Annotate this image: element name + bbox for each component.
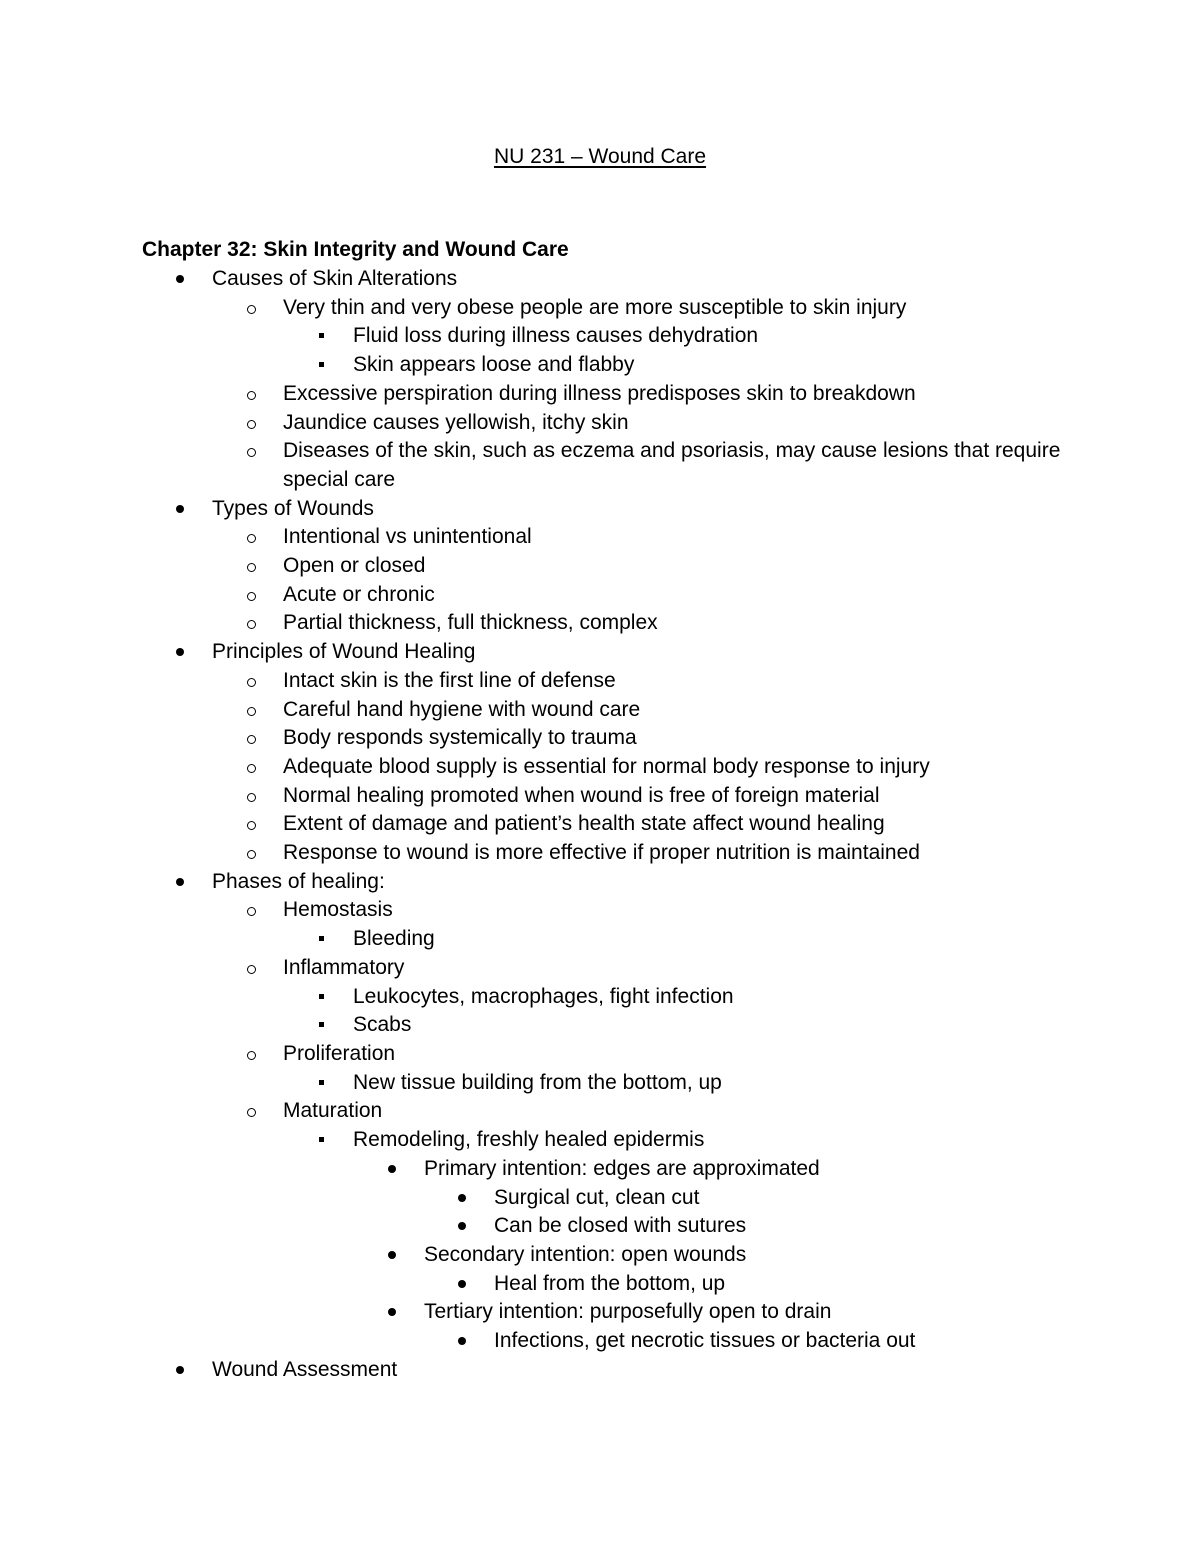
outline-item: [0, 380, 1200, 409]
outline-item-text: Response to wound is more effective if proper nutrition is maintained: [283, 841, 920, 865]
outline-item-text: Jaundice causes yellowish, itchy skin: [283, 410, 629, 434]
outline-item-text: Skin appears loose and flabby: [353, 353, 635, 377]
outline-item: [0, 925, 1200, 954]
outline-item-text: Hemostasis: [283, 898, 393, 922]
outline-item: [0, 322, 1200, 351]
outline-item: [0, 1356, 1200, 1385]
outline-item-text: Proliferation: [283, 1041, 396, 1065]
outline-item: [0, 1212, 1200, 1241]
outline-item: [0, 1097, 1200, 1126]
outline-item-text: Diseases of the skin, such as eczema and psoriasis, may cause lesions that require special care: [283, 439, 1061, 491]
outline-item: [0, 1040, 1200, 1069]
outline-item-text: Causes of Skin Alterations: [212, 267, 458, 290]
outline-item: [0, 868, 1200, 897]
document-title: NU 231 – Wound Care: [493, 145, 707, 168]
chapter-heading: Chapter 32: Skin Integrity and Wound Care: [142, 238, 569, 261]
outline-item: [0, 696, 1200, 725]
outline-item-text: Inflammatory: [283, 955, 405, 979]
outline-item: [0, 810, 1200, 839]
outline-item-text: Primary intention: edges are approximated: [424, 1156, 820, 1180]
outline-item: [0, 609, 1200, 638]
outline-item-text: Adequate blood supply is essential for normal body response to injury: [283, 754, 930, 778]
outline-item-text: Maturation: [283, 1099, 383, 1123]
outline-item: [0, 265, 1200, 294]
outline-list: [0, 265, 1200, 1384]
outline-item-text: Intact skin is the first line of defense: [283, 668, 616, 692]
outline-item: [0, 1184, 1200, 1213]
outline-item: [0, 523, 1200, 552]
outline-item: [0, 581, 1200, 610]
outline-item: [0, 1126, 1200, 1155]
outline-item-text: Intentional vs unintentional: [283, 525, 532, 549]
outline-item-text: New tissue building from the bottom, up: [353, 1070, 722, 1094]
outline-item-text: Principles of Wound Healing: [212, 640, 476, 664]
outline-item-text: Remodeling, freshly healed epidermis: [353, 1128, 705, 1152]
outline-item-text: Bleeding: [353, 927, 435, 951]
outline-item: [0, 1270, 1200, 1299]
outline-item-text: Careful hand hygiene with wound care: [283, 697, 641, 721]
outline-item: [0, 782, 1200, 811]
outline-item: [0, 954, 1200, 983]
outline-item-text: Secondary intention: open wounds: [424, 1242, 747, 1266]
outline-item: [0, 724, 1200, 753]
outline-item: [0, 638, 1200, 667]
outline-item-text: Wound Assessment: [212, 1357, 398, 1381]
outline-item-text: Tertiary intention: purposefully open to drain: [424, 1300, 832, 1324]
outline-item-text: Phases of healing:: [212, 869, 385, 893]
outline-item-text: Body responds systemically to trauma: [283, 726, 637, 750]
outline-item-text: Open or closed: [283, 554, 426, 578]
outline-item-text: Fluid loss during illness causes dehydration: [353, 324, 759, 348]
outline-item-text: Infections, get necrotic tissues or bacteria out: [494, 1329, 916, 1353]
outline-item: [0, 495, 1200, 524]
outline-item: [0, 753, 1200, 782]
outline-item-text: Heal from the bottom, up: [494, 1271, 726, 1295]
outline-item: [0, 351, 1200, 380]
outline-item-text: Can be closed with sutures: [494, 1214, 747, 1238]
outline-item-text: Scabs: [353, 1013, 412, 1037]
outline-item: [0, 294, 1200, 323]
outline-item-text: Surgical cut, clean cut: [494, 1185, 700, 1209]
outline-item-text: Extent of damage and patient’s health state affect wound healing: [283, 812, 885, 836]
outline-item-text: Leukocytes, macrophages, fight infection: [353, 984, 734, 1008]
outline-item: [0, 839, 1200, 868]
outline-item-text: Normal healing promoted when wound is free of foreign material: [283, 783, 880, 807]
outline-item: [0, 1298, 1200, 1327]
outline-item: [0, 983, 1200, 1012]
outline-item: [0, 1069, 1200, 1098]
outline-item-text: Partial thickness, full thickness, complex: [283, 611, 658, 635]
outline-item-text: Acute or chronic: [283, 582, 435, 606]
outline-item: [0, 1241, 1200, 1270]
outline-item: [0, 667, 1200, 696]
outline-item: [0, 896, 1200, 925]
outline-item: [0, 409, 1200, 438]
outline-item: [0, 1011, 1200, 1040]
outline-item: [0, 1155, 1200, 1184]
outline-item-text: Very thin and very obese people are more susceptible to skin injury: [283, 295, 907, 319]
outline-item-text: Excessive perspiration during illness predisposes skin to breakdown: [283, 381, 916, 405]
outline-item-text: Types of Wounds: [212, 496, 374, 520]
outline-item: [0, 1327, 1200, 1356]
outline-item: [0, 437, 1200, 494]
outline-item: [0, 552, 1200, 581]
